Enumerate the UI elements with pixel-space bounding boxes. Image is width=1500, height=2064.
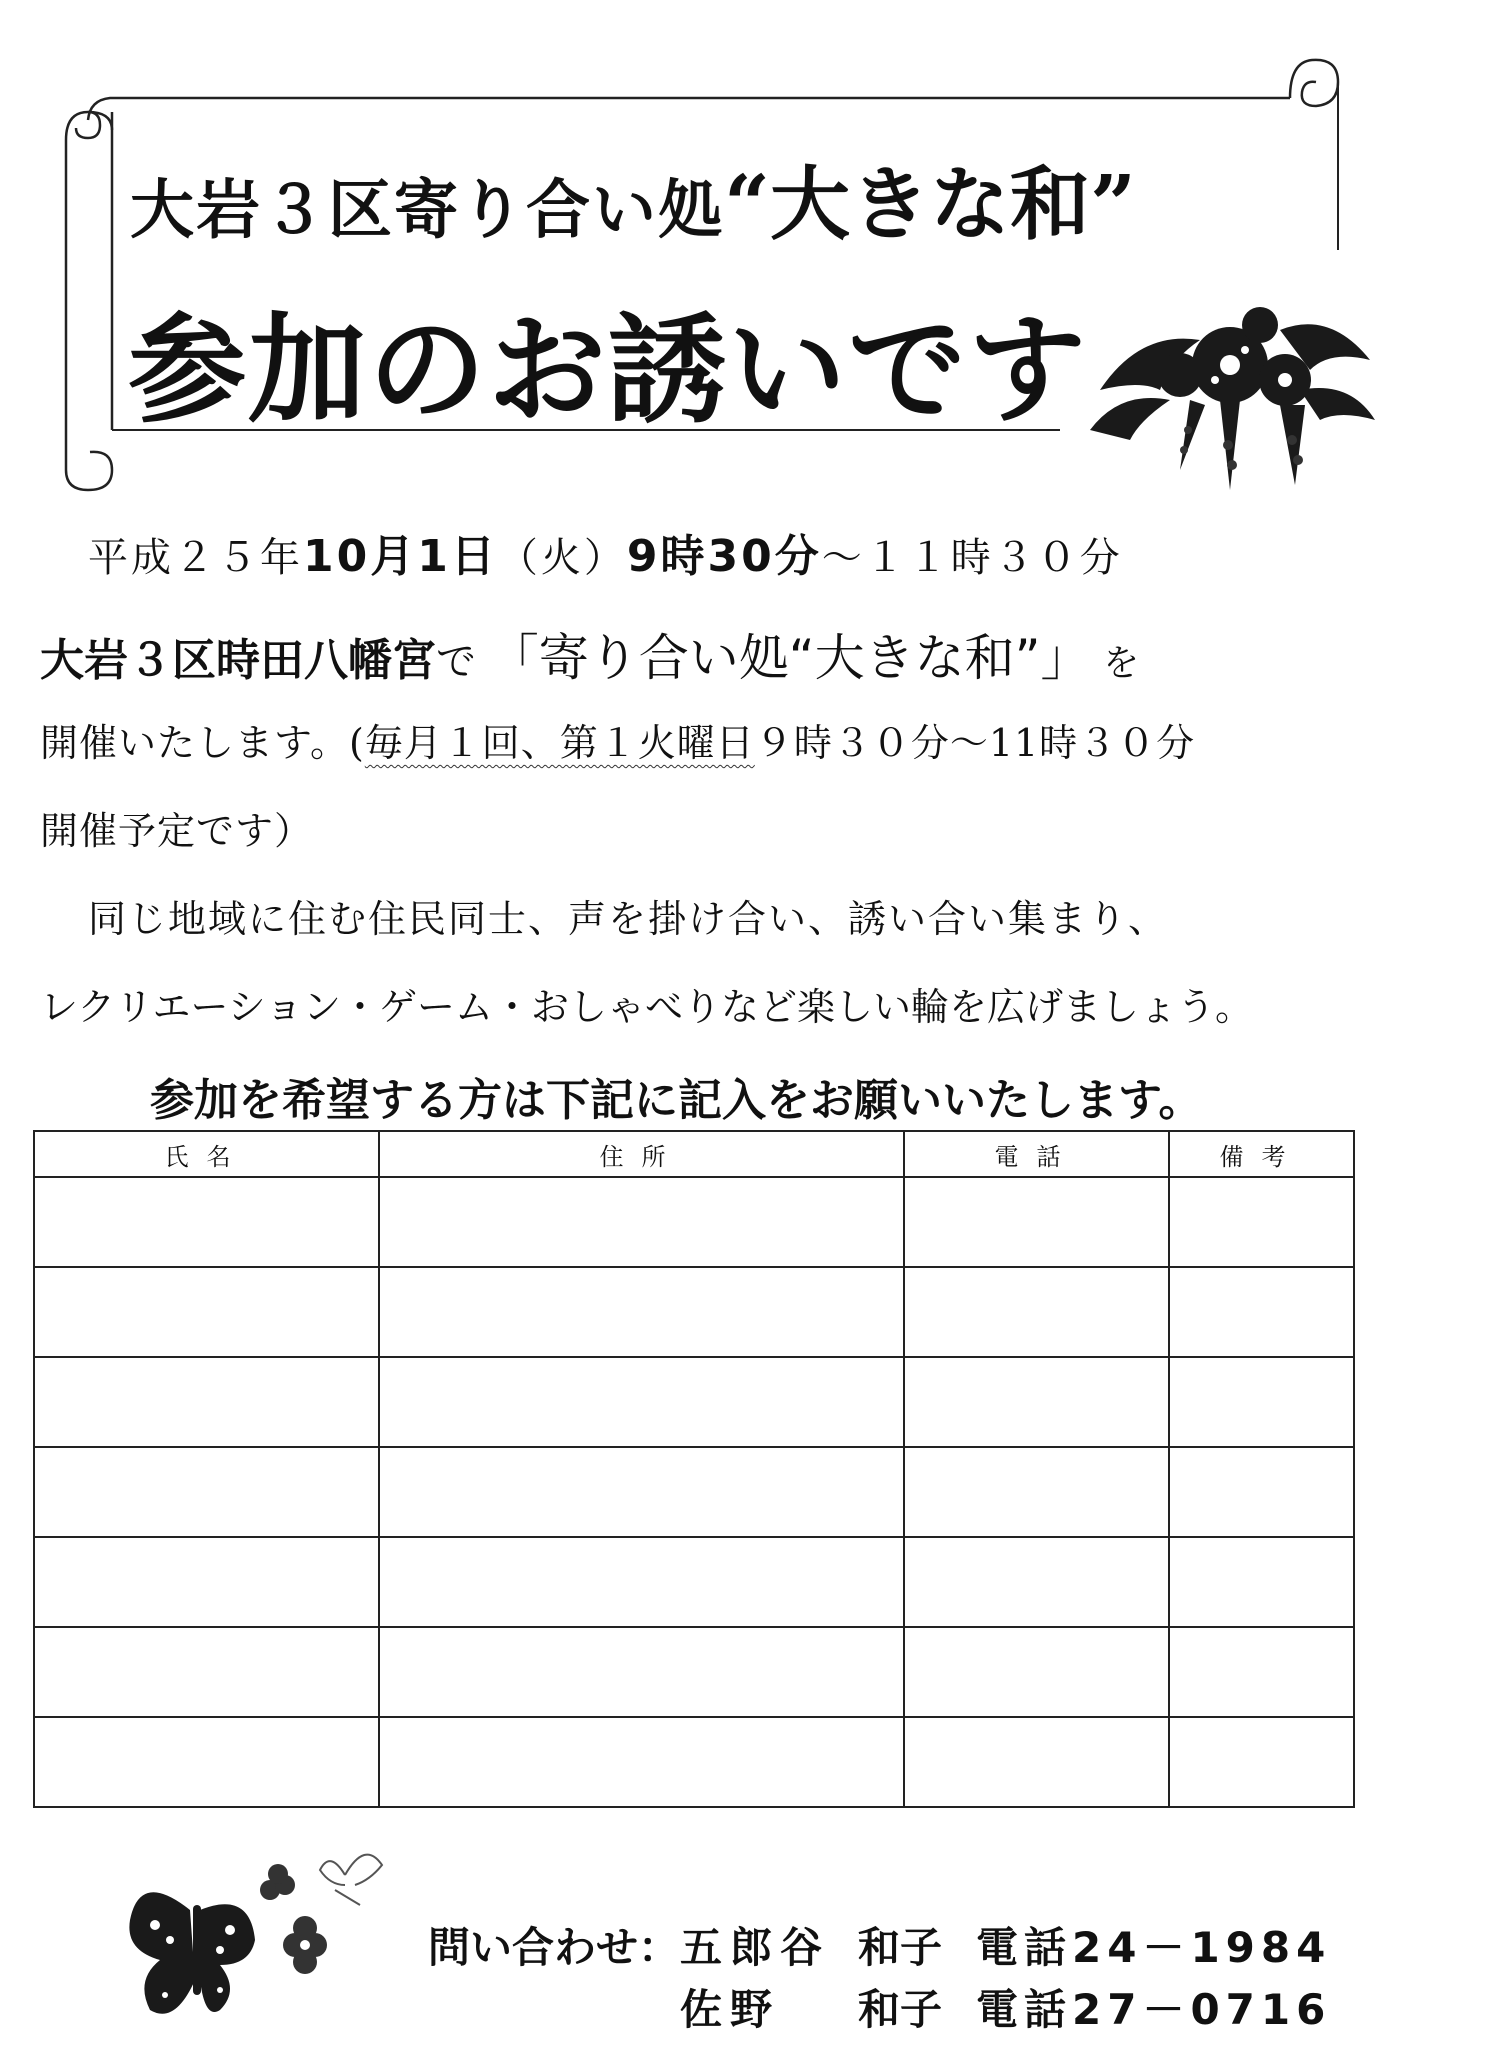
contact-surname: 五郎谷 bbox=[680, 1923, 831, 1972]
phone-cell[interactable] bbox=[904, 1267, 1169, 1357]
table-row bbox=[34, 1537, 1354, 1627]
contact-phone: 電話24－1984 bbox=[976, 1923, 1332, 1972]
banner-subtitle: 参加のお誘いです bbox=[128, 300, 1089, 439]
form-instruction: 参加を希望する方は下記に記入をお願いいたします。 bbox=[150, 1075, 1203, 1126]
event-venue: 大岩３区時田八幡宮 bbox=[40, 635, 436, 686]
phone-cell[interactable] bbox=[904, 1627, 1169, 1717]
address-cell[interactable] bbox=[379, 1357, 904, 1447]
header-remarks: 備考 bbox=[1169, 1131, 1354, 1177]
table-header-row bbox=[34, 1131, 1354, 1177]
event-start-time: 9時30分 bbox=[626, 531, 822, 582]
event-weekday: （火） bbox=[497, 535, 627, 581]
name-cell[interactable] bbox=[34, 1717, 379, 1807]
remarks-cell[interactable] bbox=[1169, 1537, 1354, 1627]
event-name: 「寄り合い処“大きな和”」 bbox=[488, 629, 1091, 687]
name-cell[interactable] bbox=[34, 1537, 379, 1627]
contact-phone: 電話27－0716 bbox=[976, 1985, 1332, 2034]
event-end-time: ～１１時３０分 bbox=[821, 535, 1123, 581]
invitation-text: 同じ地域に住む住民同士、声を掛け合い、誘い合い集まり、 bbox=[88, 897, 1169, 941]
table-row bbox=[34, 1627, 1354, 1717]
contact-given-name: 和子 bbox=[858, 1985, 943, 2034]
era-date: 平成２５年 bbox=[88, 535, 303, 581]
header-address: 住所 bbox=[379, 1131, 904, 1177]
address-cell[interactable] bbox=[379, 1537, 904, 1627]
address-cell[interactable] bbox=[379, 1717, 904, 1807]
name-cell[interactable] bbox=[34, 1357, 379, 1447]
remarks-cell[interactable] bbox=[1169, 1267, 1354, 1357]
contact-surname: 佐野 bbox=[680, 1985, 781, 2034]
contact-label: 問い合わせ： bbox=[428, 1923, 681, 1972]
remarks-cell[interactable] bbox=[1169, 1177, 1354, 1267]
banner-title-quoted: “大きな和” bbox=[724, 157, 1137, 251]
header-phone: 電話 bbox=[904, 1131, 1169, 1177]
name-cell[interactable] bbox=[34, 1627, 379, 1717]
event-datetime bbox=[88, 520, 1123, 584]
header-name: 氏名 bbox=[34, 1131, 379, 1177]
banner-title-main: 大岩３区寄り合い処 bbox=[130, 174, 724, 248]
banner-title bbox=[130, 140, 1136, 255]
phone-cell[interactable] bbox=[904, 1177, 1169, 1267]
butterfly-icon bbox=[120, 1830, 400, 2030]
remarks-cell[interactable] bbox=[1169, 1447, 1354, 1537]
frequency-prefix: 開催いたします。( bbox=[40, 721, 365, 765]
flower-bouquet-icon bbox=[1080, 270, 1380, 500]
frequency-underlined: 毎月１回、第１火曜日 bbox=[364, 721, 755, 765]
phone-cell[interactable] bbox=[904, 1537, 1169, 1627]
name-cell[interactable] bbox=[34, 1267, 379, 1357]
event-venue-line bbox=[40, 618, 1139, 690]
table-row bbox=[34, 1447, 1354, 1537]
event-date: 10月1日 bbox=[303, 531, 498, 582]
phone-cell[interactable] bbox=[904, 1357, 1169, 1447]
particle-wo: を bbox=[1103, 643, 1140, 684]
name-cell[interactable] bbox=[34, 1177, 379, 1267]
table-row bbox=[34, 1267, 1354, 1357]
remarks-cell[interactable] bbox=[1169, 1627, 1354, 1717]
table-row bbox=[34, 1357, 1354, 1447]
name-cell[interactable] bbox=[34, 1447, 379, 1537]
remarks-cell[interactable] bbox=[1169, 1717, 1354, 1807]
contact-given-name: 和子 bbox=[858, 1923, 943, 1972]
remarks-cell[interactable] bbox=[1169, 1357, 1354, 1447]
particle-de: で bbox=[436, 639, 476, 685]
schedule-note: 開催予定です） bbox=[40, 809, 314, 853]
table-row bbox=[34, 1717, 1354, 1807]
address-cell[interactable] bbox=[379, 1447, 904, 1537]
frequency-suffix: ９時３０分～11時３０分 bbox=[754, 721, 1196, 765]
activities-text: レクリエーション・ゲーム・おしゃべりなど楽しい輪を広げましょう。 bbox=[40, 985, 1253, 1029]
address-cell[interactable] bbox=[379, 1267, 904, 1357]
table-row bbox=[34, 1177, 1354, 1267]
phone-cell[interactable] bbox=[904, 1447, 1169, 1537]
address-cell[interactable] bbox=[379, 1627, 904, 1717]
signup-table bbox=[33, 1130, 1355, 1808]
event-frequency-line bbox=[40, 712, 1195, 767]
address-cell[interactable] bbox=[379, 1177, 904, 1267]
phone-cell[interactable] bbox=[904, 1717, 1169, 1807]
scroll-top-edge bbox=[88, 98, 1290, 120]
